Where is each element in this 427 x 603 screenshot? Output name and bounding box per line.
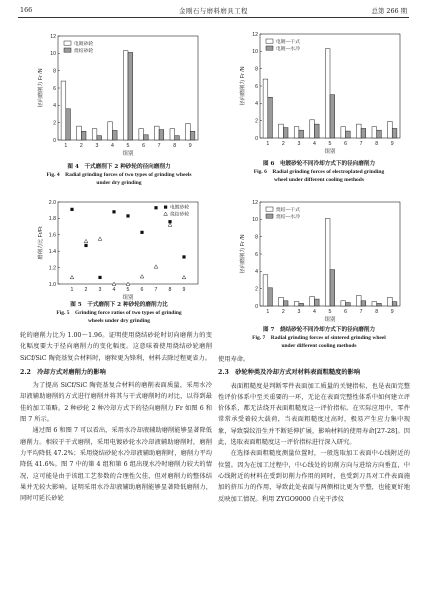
figure-4-chart	[30, 30, 210, 162]
figure-4-ytick-label: 2	[53, 120, 56, 127]
figure-6-ytick-label: 6	[255, 83, 258, 90]
figure-4-bar-s1-g7	[154, 126, 159, 140]
figure-7-xtick-label: 4	[312, 309, 316, 315]
figure-6-ytick-label: 4	[255, 101, 258, 108]
figure-6-caption-zh: 图 6 电镀砂轮不同冷却方式下的径向磨削力	[262, 161, 376, 167]
figure-6-legend-swatch	[266, 39, 273, 43]
figure-5-point-s1-g6	[140, 231, 143, 234]
figure-7-caption-zh: 图 7 烧结砂轮不同冷却方式下的径向磨削力	[262, 327, 376, 333]
figure-4-bar-s2-g9	[190, 131, 195, 140]
figure-7-ytick-label: 2	[255, 286, 258, 293]
figure-5-point-s1-g5	[126, 214, 129, 217]
figure-7-bar-s2-g6	[346, 303, 351, 306]
figure-7-bar-s2-g8	[377, 303, 382, 306]
figure-4-ytick-label: 6	[53, 85, 56, 92]
right-paragraph-2: 在选择表面粗糙度测量位置时，一般选取加工表面中心线附近的位置。因为在加工过程中，中心线处的切削方向与进给方向垂直，中心线附近的材料在受到切削力作用的同时，也受到刀具对工件表面施加的挤压力的作用，导致此处表面与两侧相比更为平整，也能更好地反映加工情况。利用 ZYGO9000 白光干涉仪	[218, 450, 410, 503]
figure-5-point-s1-g4	[112, 210, 115, 213]
figure-5-legend-swatch	[164, 206, 167, 209]
figure-6-xtick-label: 8	[375, 141, 379, 147]
figure-6-ylabel: 径向磨削力 Fr /N	[240, 66, 246, 106]
figure-4-bar-s2-g7	[159, 130, 164, 140]
figure-5-point-s2-g2	[84, 239, 88, 242]
section-2-3-title: 2.3 砂轮种类及冷却方式对材料表面粗糙度的影响	[218, 369, 361, 377]
figure-4-ytick-label: 0	[53, 137, 56, 144]
figure-6-caption-en-2: wheel under different cooling methods	[274, 177, 364, 183]
figure-6-xtick-label: 6	[344, 141, 348, 147]
figure-5-legend-label: 电镀砂轮	[170, 205, 190, 211]
figure-6-bar-s2-g3	[299, 130, 304, 138]
figure-4-bar-s1-g6	[139, 129, 144, 140]
figure-4-ytick-label: 8	[53, 68, 56, 75]
figure-7-bar-s2-g3	[299, 303, 304, 306]
figure-4-legend-label: 烧结砂轮	[74, 49, 94, 54]
figure-5-caption	[18, 301, 220, 325]
figure-6-bar-s2-g7	[361, 128, 366, 138]
figure-4-bar-s2-g2	[81, 131, 86, 140]
figure-4-bar-s1-g1	[61, 81, 66, 140]
figure-6-bar-s2-g4	[314, 124, 319, 138]
figure-7-ytick-label: 12	[252, 199, 258, 206]
figure-4-bar-s2-g5	[128, 52, 133, 140]
figure-5-point-s1-g7	[154, 206, 157, 209]
figure-5-xtick-label: 8	[168, 287, 172, 293]
figure-4-xtick-label: 8	[173, 143, 177, 149]
figure-7-ytick-label: 0	[255, 303, 258, 310]
figure-6-bar-s1-g9	[388, 122, 393, 138]
figure-7-bar-s1-g2	[279, 297, 284, 306]
figure-7-xtick-label: 8	[375, 309, 379, 315]
figure-6-chart	[232, 26, 412, 160]
figure-5	[30, 196, 210, 304]
figure-6-bar-s1-g2	[279, 124, 284, 138]
figure-5-ytick-label: 1.6	[48, 232, 56, 239]
figure-6-xtick-label: 5	[328, 141, 332, 147]
figure-5-point-s2-g6	[140, 275, 144, 278]
figure-6-legend-label: 电镀—水冷	[276, 47, 300, 52]
figure-5-point-s2-g1	[70, 275, 74, 278]
figure-7-bar-s1-g9	[388, 297, 393, 306]
figure-5-caption-zh: 图 5 干式磨削下 2 种砂轮的磨削力比	[70, 302, 168, 308]
figure-6-xtick-label: 4	[312, 141, 316, 147]
figure-7-bar-s1-g7	[356, 296, 361, 306]
figure-5-xtick-label: 7	[154, 287, 158, 293]
figure-5-chart	[30, 196, 210, 304]
figure-6-bar-s1-g4	[310, 120, 315, 138]
figure-4-bar-s2-g1	[66, 109, 71, 140]
figure-4-xtick-label: 9	[188, 143, 192, 149]
figure-5-xtick-label: 3	[98, 287, 102, 293]
figure-5-ytick-label: 1.0	[48, 281, 56, 288]
figure-7-bar-s1-g3	[294, 302, 299, 306]
figure-7-bar-s1-g1	[263, 275, 268, 306]
header-rule	[18, 17, 409, 18]
figure-5-xtick-label: 9	[182, 287, 186, 293]
figure-7-xlabel: 组别	[324, 317, 336, 323]
figure-6-bar-s1-g1	[263, 79, 268, 138]
figure-7-bar-s1-g8	[372, 302, 377, 306]
figure-4-bar-s2-g4	[112, 130, 117, 140]
figure-6-bar-s2-g1	[268, 97, 273, 138]
figure-6-ytick-label: 10	[252, 49, 258, 56]
figure-4-ylabel: 径向磨削力 Fr /N	[38, 68, 44, 108]
figure-6-xtick-label: 7	[359, 141, 363, 147]
figure-6-ytick-label: 2	[255, 118, 258, 125]
figure-4-ytick-label: 12	[50, 33, 56, 40]
figure-6-xtick-label: 2	[281, 141, 285, 147]
figure-4	[30, 30, 210, 162]
right-text-column	[218, 354, 410, 505]
figure-7-ylabel: 径向磨削力 Fr /N	[240, 234, 246, 274]
figure-4-bar-s1-g5	[123, 51, 128, 140]
figure-7-xtick-label: 2	[281, 309, 285, 315]
left-paragraph-3: 通过图 6 和图 7 可以看出，采用水冷却液辅助磨削能够显著降低磨削力。相较于干式磨削，采用电镀砂轮水冷却液辅助磨削时，磨削力平均降低 47.2%；采用烧结砂轮水冷却液辅助磨削时，磨削力平均降低 41.6%。图 7 中的第 4 组和第 6 组出现水冷时磨削力较大的情况，这可能是由于该组工艺参数的合理性欠佳，但对磨削力的整体结果并无较大影响。证明采用水冷却液辅助磨削能够显著降低磨削力，同时可延长砂轮	[20, 427, 212, 503]
figure-7-bar-s1-g6	[341, 301, 346, 306]
figure-6-bar-s2-g9	[392, 128, 397, 138]
figure-4-xtick-label: 4	[110, 143, 114, 149]
figure-6-bar-s1-g8	[372, 127, 377, 138]
figure-4-bar-s2-g3	[97, 136, 102, 140]
figure-4-bar-s1-g8	[170, 129, 175, 140]
figure-6-bar-s1-g3	[294, 127, 299, 138]
figure-5-xlabel: 组别	[122, 295, 134, 301]
figure-4-legend-swatch	[64, 41, 71, 45]
right-paragraph-0: 使用寿命。	[218, 356, 250, 363]
figure-5-point-s2-g8	[168, 223, 172, 226]
figure-7-caption	[218, 326, 420, 350]
figure-6-bar-s2-g2	[283, 128, 288, 138]
figure-7	[232, 194, 412, 328]
figure-4-bar-s1-g9	[186, 124, 191, 140]
figure-6-ytick-label: 8	[255, 66, 258, 73]
figure-6	[232, 26, 412, 160]
figure-4-caption-en-2: under dry grinding	[96, 180, 142, 186]
figure-5-xtick-label: 2	[84, 287, 88, 293]
figure-4-bar-s2-g8	[175, 136, 180, 140]
figure-5-point-s1-g2	[84, 244, 87, 247]
figure-7-caption-en-1: Fig. 7 Radial grinding forces of sintered grinding wheel	[252, 335, 386, 341]
figure-6-ytick-label: 0	[255, 135, 258, 142]
figure-4-legend-label: 电镀砂轮	[74, 42, 94, 47]
figure-7-ytick-label: 10	[252, 217, 258, 224]
figure-6-bar-s2-g8	[377, 130, 382, 138]
figure-5-ytick-label: 1.2	[48, 265, 56, 272]
figure-5-point-s2-g7	[154, 265, 158, 268]
left-text-column	[20, 330, 212, 504]
journal-title: 金刚石与磨料磨具工程	[179, 7, 248, 15]
figure-7-bar-s2-g2	[283, 301, 288, 306]
figure-4-bar-s2-g6	[144, 135, 149, 140]
figure-5-point-s2-g3	[98, 237, 102, 240]
figure-4-legend-swatch	[64, 48, 71, 52]
figure-7-ytick-label: 8	[255, 234, 258, 241]
figure-7-xtick-label: 7	[359, 309, 363, 315]
figure-5-caption-en-1: Fig. 5 Grinding force ratios of two types of grinding	[56, 310, 182, 316]
section-2-2-title: 2.2 冷却方式对磨削力的影响	[20, 368, 106, 376]
figure-5-point-s1-g3	[98, 276, 101, 279]
right-paragraph-1: 表面粗糙度是判断零件表面加工质量的关键指标，也是表面完整性评价体系中至关重要的一环，无论在表面完整性体系中如何建立评价体系，都无法绕开表面粗糙度这一评价指标。在实际应用中，零件常常承受着较大载荷，当表面粗糙度过高时，极易产生应力集中现象，导致裂纹沿生并不断延伸扩展，影响材料的使用寿命[27-28]。因此，选取表面粗糙度这一评价指标进行深入研究。	[218, 382, 410, 447]
figure-5-legend-swatch	[164, 212, 168, 215]
figure-4-xtick-label: 2	[79, 143, 83, 149]
figure-4-ytick-label: 4	[53, 103, 56, 110]
figure-7-bar-s2-g5	[330, 270, 335, 306]
figure-4-bar-s1-g2	[77, 126, 82, 140]
figure-6-xtick-label: 1	[266, 141, 270, 147]
figure-5-xtick-label: 5	[126, 287, 130, 293]
figure-7-caption-en-2: under different cooling methods	[281, 343, 357, 349]
figure-7-legend-swatch	[266, 207, 273, 211]
figure-7-xtick-label: 5	[328, 309, 332, 315]
figure-6-bar-s2-g6	[346, 131, 351, 138]
figure-4-caption-en-1: Fig. 4 Radial grinding forces of two types of grinding wheels	[46, 172, 192, 178]
figure-6-ytick-label: 12	[252, 31, 258, 38]
figure-7-xtick-label: 9	[390, 309, 394, 315]
left-paragraph-1: 轮的磨削力比为 1.00～1.96。证明使用烧结砂轮时切向磨削力的变化幅度要大于径向磨削力的变化幅度。这意味着使用烧结砂轮磨削 SiCf/SiC 陶瓷基复合材料时，磨粒更为锋利，材料去除过程更省力。	[20, 332, 212, 362]
figure-5-ytick-label: 1.8	[48, 216, 56, 223]
figure-5-point-s2-g9	[182, 275, 186, 278]
figure-4-xtick-label: 1	[64, 143, 68, 149]
figure-4-bar-s1-g4	[108, 122, 113, 140]
figure-6-caption	[218, 160, 420, 184]
figure-6-xtick-label: 3	[297, 141, 301, 147]
figure-7-bar-s1-g4	[310, 296, 315, 306]
figure-7-bar-s2-g9	[392, 302, 397, 306]
figure-5-xtick-label: 6	[140, 287, 144, 293]
figure-7-bar-s2-g4	[314, 299, 319, 306]
figure-6-caption-en-1: Fig. 6 Radial grinding forces of electroplated grinding	[253, 169, 385, 175]
figure-6-bar-s1-g6	[341, 127, 346, 138]
figure-5-caption-en-2: wheels under dry grinding	[87, 318, 151, 324]
figure-4-ytick-label: 10	[50, 51, 56, 58]
left-paragraph-2: 为了提高 SiCf/SiC 陶瓷基复合材料的磨削表面质量，采用水冷却液辅助磨削的方式进行磨削并将其与干式磨削时的对比，以得到最佳的加工策略。2 种砂轮 2 种冷却方式下的径向磨削力 Fr 如图 6 和图 7 所示。	[20, 382, 212, 424]
figure-7-ytick-label: 6	[255, 251, 258, 258]
figure-7-legend-label: 烧结—水冷	[276, 215, 300, 220]
figure-5-ylabel: 磨削力比 Fr/Ft	[38, 226, 44, 260]
figure-4-caption-zh: 图 4 干式磨削下 2 种砂轮的径向磨削力	[67, 164, 171, 170]
figure-5-ytick-label: 2.0	[48, 199, 56, 206]
figure-4-bar-s1-g3	[92, 129, 97, 140]
page-number: 166	[20, 6, 33, 14]
figure-7-bar-s2-g1	[268, 288, 273, 306]
figure-6-bar-s1-g5	[325, 49, 330, 138]
figure-4-xtick-label: 6	[142, 143, 146, 149]
figure-6-legend-swatch	[266, 46, 273, 50]
figure-5-xtick-label: 4	[112, 287, 116, 293]
figure-7-chart	[232, 194, 412, 328]
figure-4-caption	[18, 163, 220, 187]
figure-7-bar-s1-g5	[325, 218, 330, 306]
figure-7-bar-s2-g7	[361, 301, 366, 306]
figure-7-legend-swatch	[266, 214, 273, 218]
figure-5-ytick-label: 1.4	[48, 249, 56, 255]
figure-7-xtick-label: 3	[297, 309, 301, 315]
figure-4-xtick-label: 5	[126, 143, 130, 149]
issue-number: 总第 266 期	[371, 7, 407, 15]
figure-5-legend-label: 烧结砂轮	[170, 212, 190, 218]
figure-5-point-s1-g1	[70, 208, 73, 211]
figure-7-ytick-label: 4	[255, 269, 258, 276]
figure-7-xtick-label: 1	[266, 309, 270, 315]
figure-5-point-s1-g9	[182, 255, 185, 258]
figure-6-xtick-label: 9	[390, 141, 394, 147]
figure-4-xtick-label: 3	[95, 143, 99, 149]
figure-7-legend-label: 烧结—干式	[276, 208, 300, 213]
figure-4-xtick-label: 7	[157, 143, 161, 149]
figure-6-bar-s1-g7	[356, 124, 361, 138]
figure-5-xtick-label: 1	[70, 287, 74, 293]
figure-6-legend-label: 电镀—干式	[276, 40, 300, 45]
figure-6-xlabel: 组别	[324, 149, 336, 155]
figure-4-xlabel: 组别	[122, 151, 134, 157]
figure-6-bar-s2-g5	[330, 95, 335, 138]
figure-7-xtick-label: 6	[344, 309, 348, 315]
